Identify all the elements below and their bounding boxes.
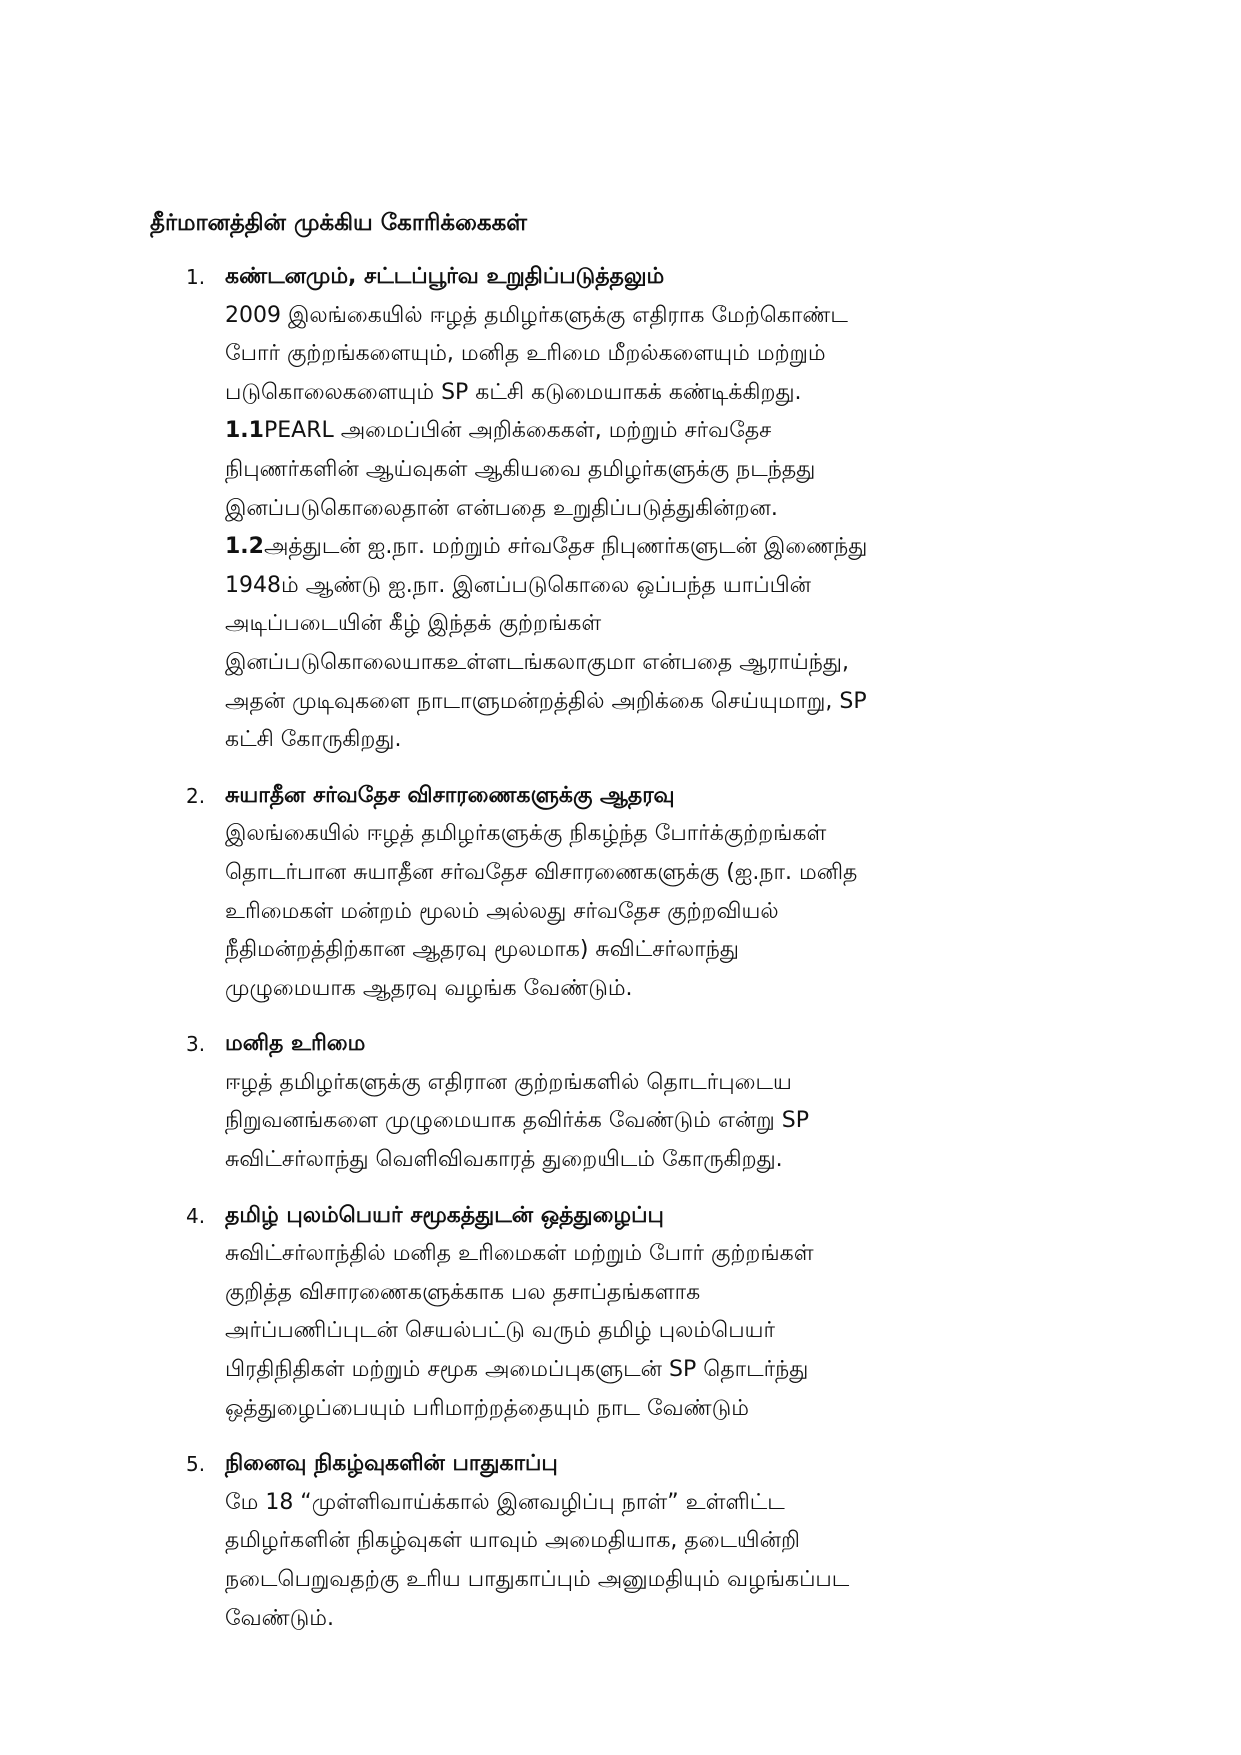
line-text: முழுமையாக ஆதரவு வழங்க வேண்டும். — [225, 975, 633, 1001]
line-text: நிபுணர்களின் ஆய்வுகள் ஆகியவை தமிழர்களுக்கு நடந்தது — [225, 456, 816, 482]
list-item — [150, 1025, 1110, 1179]
document-content — [150, 204, 1110, 1655]
list-item-number: 4. — [186, 1203, 206, 1228]
requests-list — [150, 258, 1110, 1638]
list-item-title: மனித உரிமை — [225, 1031, 366, 1057]
list-item-number: 3. — [186, 1032, 206, 1057]
line-text: இனப்படுகொலைதான் என்பதை உறுதிப்படுத்துகின்றன. — [225, 495, 778, 521]
line-text: போர் குற்றங்களையும், மனித உரிமை மீறல்களையும் மற்றும் — [225, 341, 826, 367]
list-item — [150, 1197, 1110, 1429]
paragraph-line — [225, 1561, 1110, 1600]
paragraph-line — [225, 1522, 1110, 1561]
line-text: ஈழத் தமிழர்களுக்கு எதிரான குற்றங்களில் தொடர்புடைய — [225, 1069, 792, 1095]
paragraph-line — [225, 412, 1110, 451]
line-text: சுவிட்சர்லாந்தில் மனித உரிமைகள் மற்றும் போர் குற்றங்கள் — [225, 1241, 814, 1267]
line-text: உரிமைகள் மன்றம் மூலம் அல்லது சர்வதேச குற்றவியல் — [225, 898, 779, 924]
line-text: இலங்கையில் ஈழத் தமிழர்களுக்கு நிகழ்ந்த போர்க்குற்றங்கள் — [225, 821, 827, 847]
paragraph-line — [225, 490, 1110, 529]
list-item-number: 2. — [186, 783, 206, 808]
line-text: ஒத்துழைப்பையும் பரிமாற்றத்தையும் நாட வேண்டும் — [225, 1395, 749, 1421]
paragraph-line — [225, 1274, 1110, 1313]
line-text: பிரதிநிதிகள் மற்றும் சமூக அமைப்புகளுடன் SP தொடர்ந்து — [225, 1357, 809, 1383]
list-item-title: தமிழ் புலம்பெயர் சமூகத்துடன் ஒத்துழைப்பு — [225, 1202, 664, 1228]
paragraph-line — [225, 854, 1110, 893]
paragraph-line — [225, 644, 1110, 683]
sub-point-number: 1.2 — [225, 534, 264, 560]
line-text: நீதிமன்றத்திற்கான ஆதரவு மூலமாக) சுவிட்சர்லாந்து — [225, 937, 739, 963]
paragraph-line — [225, 683, 1110, 722]
paragraph-line — [225, 1390, 1110, 1429]
line-text: இனப்படுகொலையாகஉள்ளடங்கலாகுமா என்பதை ஆராய்ந்து, — [225, 649, 849, 675]
list-item — [150, 1445, 1110, 1638]
line-text: அதன் முடிவுகளை நாடாளுமன்றத்தில் அறிக்கை செய்யுமாறு, SP — [225, 688, 867, 714]
paragraph-line — [225, 451, 1110, 490]
line-text: நடைபெறுவதற்கு உரிய பாதுகாப்பும் அனுமதியும் வழங்கப்பட — [225, 1567, 850, 1592]
list-item-title: நினைவு நிகழ்வுகளின் பாதுகாப்பு — [225, 1451, 558, 1477]
paragraph-line — [225, 374, 1110, 413]
paragraph-line — [225, 931, 1110, 970]
paragraph-line — [225, 528, 1110, 567]
list-item — [150, 777, 1110, 1009]
paragraph-line — [225, 1600, 1110, 1639]
line-text: தொடர்பான சுயாதீன சர்வதேச விசாரணைகளுக்கு (ஐ.நா. மனித — [225, 859, 858, 885]
list-item-title: கண்டனமும், சட்டப்பூர்வ உறுதிப்படுத்தலும் — [225, 264, 665, 289]
paragraph-line — [225, 893, 1110, 932]
line-text: குறித்த விசாரணைகளுக்காக பல தசாப்தங்களாக — [225, 1279, 701, 1305]
line-text: அத்துடன் ஐ.நா. மற்றும் சர்வதேச நிபுணர்களுடன் இணைந்து — [263, 534, 868, 560]
page-title: தீர்மானத்தின் முக்கிய கோரிக்கைகள் — [150, 210, 528, 236]
line-text: 1948ம் ஆண்டு ஐ.நா. இனப்படுகொலை ஒப்பந்த யாப்பின் — [225, 572, 811, 598]
list-item — [150, 258, 1110, 760]
paragraph-line — [225, 1484, 1110, 1523]
paragraph-line — [225, 1351, 1110, 1390]
paragraph-line — [225, 605, 1110, 644]
line-text: மே 18 “முள்ளிவாய்க்கால் இனவழிப்பு நாள்” உள்ளிட்ட — [225, 1489, 785, 1515]
line-text: வேண்டும். — [225, 1605, 335, 1631]
line-text: அர்ப்பணிப்புடன் செயல்பட்டு வரும் தமிழ் புலம்பெயர் — [225, 1318, 775, 1344]
line-text: PEARL அமைப்பின் அறிக்கைகள், மற்றும் சர்வதேச — [263, 418, 772, 444]
line-text: 2009 இலங்கையில் ஈழத் தமிழர்களுக்கு எதிராக மேற்கொண்ட — [225, 302, 848, 328]
paragraph-line — [225, 815, 1110, 854]
paragraph-line — [225, 335, 1110, 374]
paragraph-line — [225, 567, 1110, 606]
paragraph-line — [225, 970, 1110, 1009]
line-text: கட்சி கோருகிறது. — [225, 727, 402, 753]
paragraph-line — [225, 1141, 1110, 1180]
paragraph-line — [225, 1064, 1110, 1103]
list-item-title: சுயாதீன சர்வதேச விசாரணைகளுக்கு ஆதரவு — [225, 782, 675, 808]
line-text: படுகொலைகளையும் SP கட்சி கடுமையாகக் கண்டிக்கிறது. — [225, 379, 802, 405]
paragraph-line — [225, 1312, 1110, 1351]
paragraph-line — [225, 1235, 1110, 1274]
list-item-number: 5. — [186, 1452, 206, 1477]
line-text: சுவிட்சர்லாந்து வெளிவிவகாரத் துறையிடம் கோருகிறது. — [225, 1147, 783, 1173]
line-text: தமிழர்களின் நிகழ்வுகள் யாவும் அமைதியாக, தடையின்றி — [225, 1528, 800, 1554]
line-text: நிறுவனங்களை முழுமையாக தவிர்க்க வேண்டும் என்று SP — [225, 1108, 809, 1134]
paragraph-line — [225, 721, 1110, 760]
paragraph-line — [225, 1102, 1110, 1141]
list-item-number: 1. — [186, 265, 206, 289]
paragraph-line — [225, 297, 1110, 336]
sub-point-number: 1.1 — [225, 418, 264, 444]
line-text: அடிப்படையின் கீழ் இந்தக் குற்றங்கள் — [225, 611, 602, 637]
